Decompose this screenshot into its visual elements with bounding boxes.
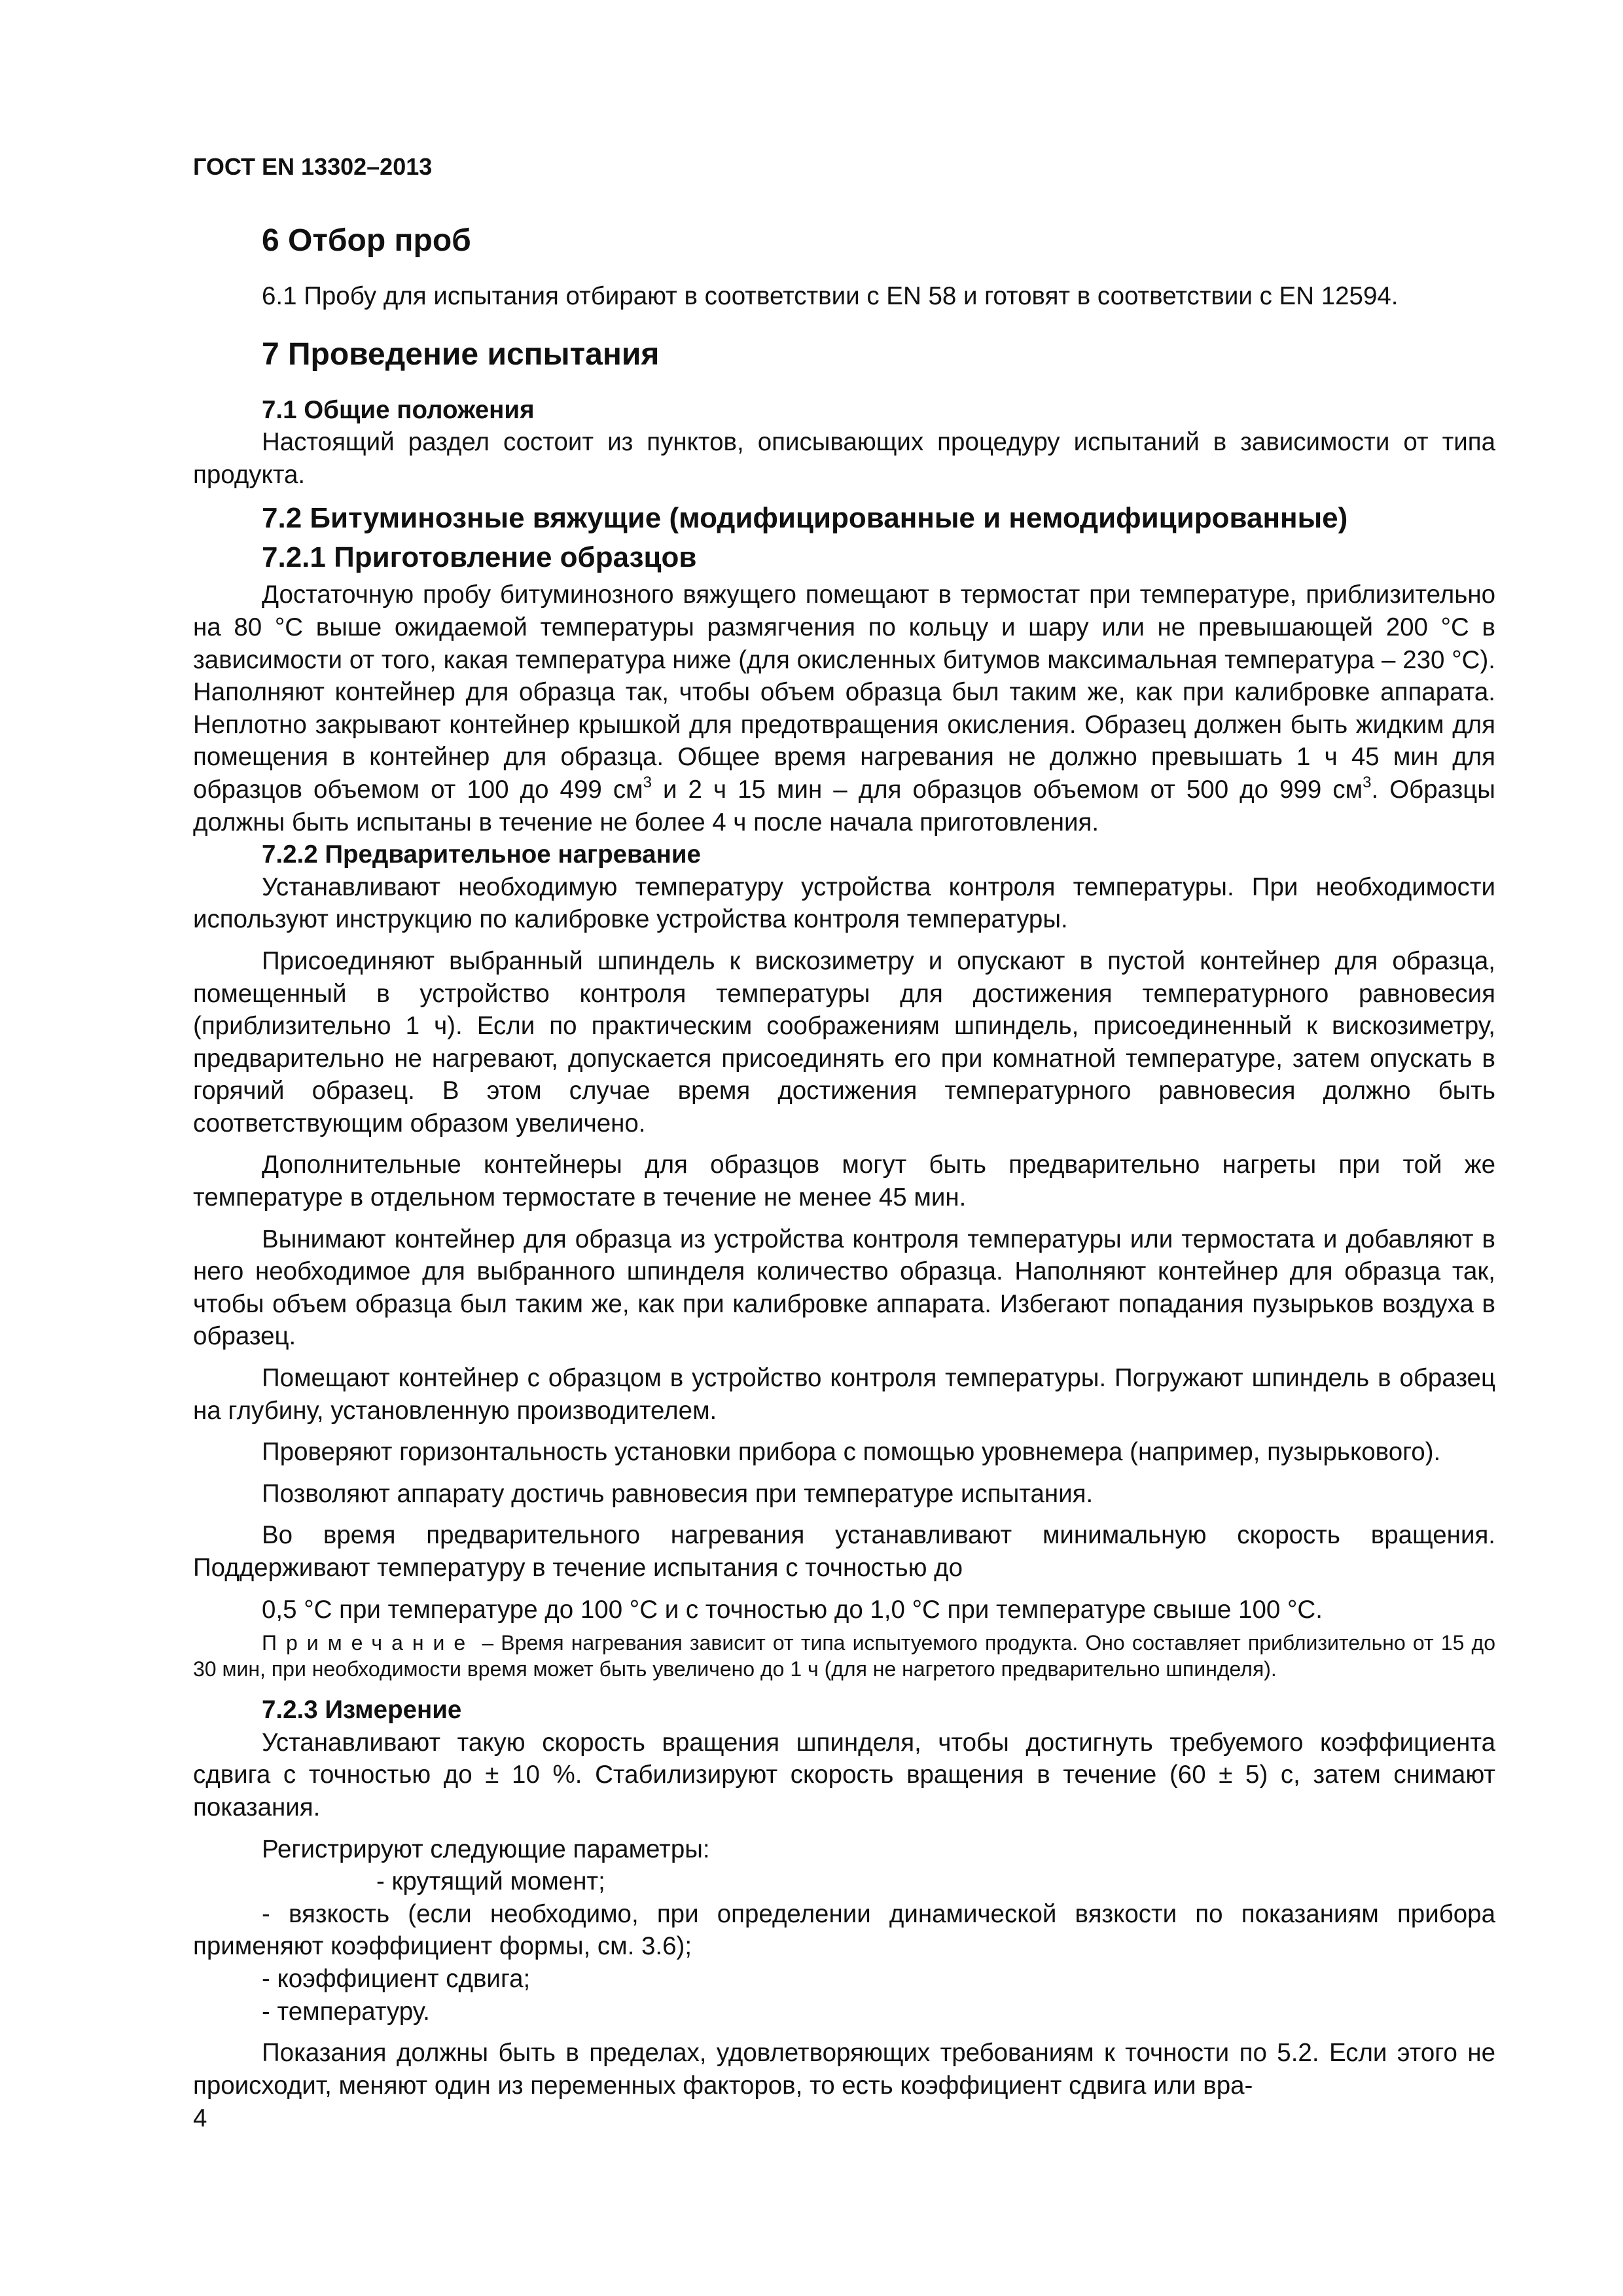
section-6-title: 6 Отбор проб bbox=[262, 223, 471, 258]
section-7-2-2-title: 7.2.2 Предварительное нагревание bbox=[262, 840, 701, 869]
section-7-2-1-title: 7.2.1 Приготовление образцов bbox=[262, 541, 697, 574]
section-7-title: 7 Проведение испытания bbox=[262, 336, 660, 372]
text-span: и 2 ч 15 мин – для образцов объемом от 500 до 999 см bbox=[651, 775, 1363, 804]
list-item: - коэффициент сдвига; bbox=[262, 1964, 531, 1993]
note bbox=[193, 1630, 1495, 1682]
paragraph: 0,5 °C при температуре до 100 °C и с точностью до 1,0 °C при температуре свыше 100 °C. bbox=[262, 1595, 1323, 1624]
section-7-1-title: 7.1 Общие положения bbox=[262, 395, 535, 424]
paragraph: Дополнительные контейнеры для образцов могут быть предварительно нагреты при той же температуре в отдельном термостате в течение не менее 45 мин. bbox=[193, 1151, 1495, 1212]
document-page bbox=[193, 151, 1495, 2102]
paragraph: Вынимают контейнер для образца из устройства контроля температуры или термостата и добавляют в него необходимое для выбранного шпинделя количество образца. Наполняют контейнер для образца так, чтобы объем образца был таким же, как при калибровке аппарата. Избегают попадания пузырьков воздуха в образец. bbox=[193, 1225, 1495, 1351]
paragraph: Помещают контейнер с образцом в устройство контроля температуры. Погружают шпиндель в образец на глубину, установленную производителем. bbox=[193, 1364, 1495, 1425]
list-item: - вязкость (если необходимо, при определении динамической вязкости по показаниям прибора применяют коэффициент формы, см. 3.6); bbox=[193, 1899, 1495, 1961]
page-number: 4 bbox=[193, 2104, 207, 2132]
section-6-1-paragraph: 6.1 Пробу для испытания отбирают в соответствии с EN 58 и готовят в соответствии с EN 12594. bbox=[262, 282, 1399, 310]
list-item: - температуру. bbox=[262, 1997, 430, 2026]
paragraph: Устанавливают необходимую температуру устройства контроля температуры. При необходимости используют инструкцию по калибровке устройства контроля температуры. bbox=[193, 872, 1495, 934]
superscript: 3 bbox=[1363, 774, 1372, 792]
note-label: Примечание bbox=[262, 1631, 475, 1655]
section-7-2-3-title: 7.2.3 Измерение bbox=[262, 1696, 462, 1725]
paragraph: Регистрируют следующие параметры: bbox=[262, 1835, 710, 1863]
section-7-1-paragraph: Настоящий раздел состоит из пунктов, описывающих процедуру испытаний в зависимости от типа продукта. bbox=[193, 428, 1495, 489]
paragraph: Устанавливают такую скорость вращения шпинделя, чтобы достигнуть требуемого коэффициента сдвига с точностью до ± 10 %. Стабилизируют скорость вращения в течение (60 ± 5) с, затем снимают показания. bbox=[193, 1728, 1495, 1821]
text-span: . Образцы должны быть испытаны в течение не более 4 ч после начала приготовления. bbox=[193, 775, 1495, 836]
paragraph: Присоединяют выбранный шпиндель к вискозиметру и опускают в пустой контейнер для образца, помещенный в устройство контроля температуры для достижения температурного равновесия (приблизительно 1 ч). Если по практическим соображениям шпиндель, присоединенный к вискозиметру, предварительно не нагревают, допускается присоединять его при комнатной температуре, затем опускать в горячий образец. В этом случае время достижения температурного равновесия должно быть соответствующим образом увеличено. bbox=[193, 946, 1495, 1138]
text-span: Достаточную пробу битуминозного вяжущего помещают в термостат при температуре, приблизительно на 80 °C выше ожидаемой температуры размягчения по кольцу и шару или не превышающей 200 °C в зависимости от того, какая температура ниже (для окисленных битумов максимальная температура – 230 °C). Наполняют контейнер для образца так, чтобы объем образца был таким же, как при калибровке аппарата. Неплотно закрывают контейнер крышкой для предотвращения окисления. Образец должен быть жидким для помещения в контейнер для образца. Общее время нагревания не должно превышать 1 ч 45 мин для образцов объемом от 100 до 499 см bbox=[193, 581, 1495, 804]
section-7-2-1-paragraph bbox=[193, 579, 1495, 838]
note-text: – Время нагревания зависит от типа испытуемого продукта. Оно составляет приблизительно от 15 до 30 мин, при необходимости время может быть увеличено до 1 ч (для не нагретого предварительно шпинделя). bbox=[193, 1631, 1495, 1681]
list-item: - крутящий момент; bbox=[376, 1867, 605, 1896]
section-7-2-title: 7.2 Битуминозные вяжущие (модифицированные и немодифицированные) bbox=[262, 502, 1348, 535]
paragraph: Показания должны быть в пределах, удовлетворяющих требованиям к точности по 5.2. Если этого не происходит, меняют один из переменных факторов, то есть коэффициент сдвига или вра- bbox=[193, 2039, 1495, 2100]
paragraph: Во время предварительного нагревания устанавливают минимальную скорость вращения. Поддерживают температуру в течение испытания с точностью до bbox=[193, 1521, 1495, 1582]
paragraph: Проверяют горизонтальность установки прибора с помощью уровнемера (например, пузырькового). bbox=[262, 1438, 1441, 1467]
superscript: 3 bbox=[643, 774, 652, 792]
paragraph: Позволяют аппарату достичь равновесия при температуре испытания. bbox=[262, 1479, 1094, 1508]
document-code-header: ГОСТ EN 13302–2013 bbox=[193, 153, 433, 180]
